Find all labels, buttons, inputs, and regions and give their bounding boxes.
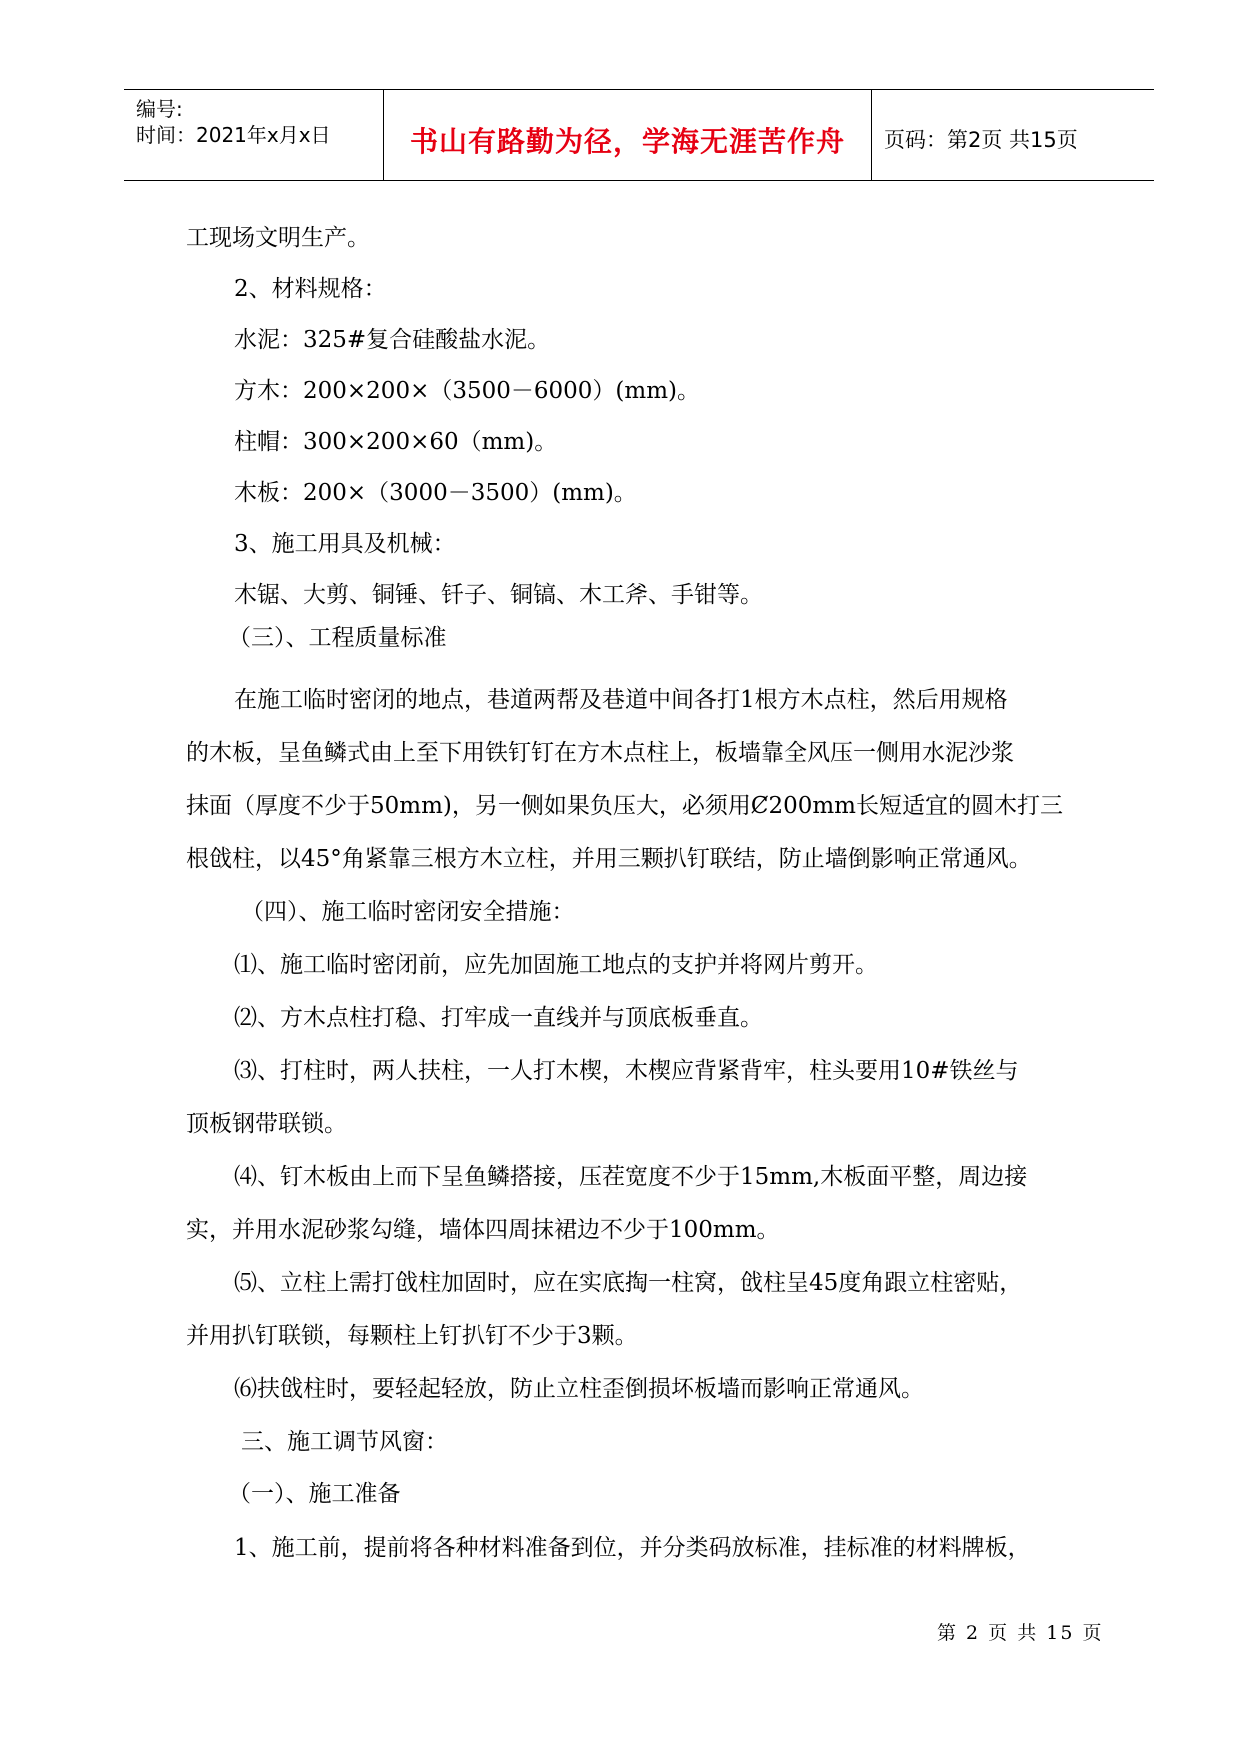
section-heading: （四）、施工临时密闭安全措施： [241, 899, 575, 925]
body-line: 工现场文明生产。 [186, 225, 370, 251]
body-line: 抹面（厚度不少于50mm)，另一侧如果负压大，必须用Ȼ200mm长短适宜的圆木打三 [186, 793, 1063, 819]
body-line: 在施工临时密闭的地点，巷道两帮及巷道中间各打1根方木点柱，然后用规格 [234, 687, 1008, 713]
document-number-label: 编号: [136, 97, 183, 121]
body-line: 柱帽：300×200×60（mm)。 [234, 429, 558, 455]
body-line: 3、施工用具及机械： [234, 531, 456, 557]
body-line: ⑶、打柱时，两人扶柱，一人打木楔，木楔应背紧背牢，柱头要用10#铁丝与 [234, 1058, 1019, 1084]
body-line: 1、施工前，提前将各种材料准备到位，并分类码放标准，挂标准的材料牌板， [234, 1535, 1031, 1561]
section-heading: （一）、施工准备 [228, 1481, 401, 1507]
body-line: ⑹扶戗柱时，要轻起轻放，防止立柱歪倒损坏板墙而影响正常通风。 [234, 1376, 924, 1402]
body-line: 实，并用水泥砂浆勾缝，墙体四周抹裙边不少于100mm。 [186, 1217, 780, 1243]
header-page-cell [872, 90, 1154, 180]
body-line: 木板：200×（3000－3500）(mm)。 [234, 480, 637, 506]
body-line: 根戗柱，以45°角紧靠三根方木立柱，并用三颗扒钉联结，防止墙倒影响正常通风。 [186, 846, 1032, 872]
body-line: ⑸、立柱上需打戗柱加固时，应在实底掏一柱窝，戗柱呈45度角跟立柱密贴， [234, 1270, 1023, 1296]
section-heading: 三、施工调节风窗： [241, 1429, 448, 1455]
document-time-label: 时间：2021年x月x日 [136, 123, 331, 147]
body-line: ⑵、方木点柱打稳、打牢成一直线并与顶底板垂直。 [234, 1005, 763, 1031]
header-meta-cell [124, 90, 384, 180]
body-line: 并用扒钉联锁，每颗柱上钉扒钉不少于3颗。 [186, 1323, 638, 1349]
body-line: 顶板钢带联锁。 [186, 1111, 347, 1137]
header-page-info: 页码：第2页 共15页 [884, 128, 1078, 152]
body-line: 的木板，呈鱼鳞式由上至下用铁钉钉在方木点柱上，板墙靠全风压一侧用水泥沙浆 [186, 740, 1014, 766]
page-footer: 第 2 页 共 15 页 [937, 1622, 1104, 1644]
section-heading: （三）、工程质量标准 [228, 625, 447, 651]
header-motto: 书山有路勤为径，学海无涯苦作舟 [409, 125, 845, 158]
body-line: 水泥：325#复合硅酸盐水泥。 [234, 327, 551, 353]
body-line: 方木：200×200×（3500－6000）(mm)。 [234, 378, 700, 404]
body-line: 木锯、大剪、铜锤、钎子、铜镐、木工斧、手钳等。 [234, 582, 763, 608]
header-motto-cell [384, 90, 872, 180]
body-line: 2、材料规格： [234, 276, 387, 302]
body-line: ⑴、施工临时密闭前，应先加固施工地点的支护并将网片剪开。 [234, 952, 878, 978]
body-line: ⑷、钉木板由上而下呈鱼鳞搭接，压茬宽度不少于15mm,木板面平整，周边接 [234, 1164, 1028, 1190]
header-table [124, 89, 1154, 181]
